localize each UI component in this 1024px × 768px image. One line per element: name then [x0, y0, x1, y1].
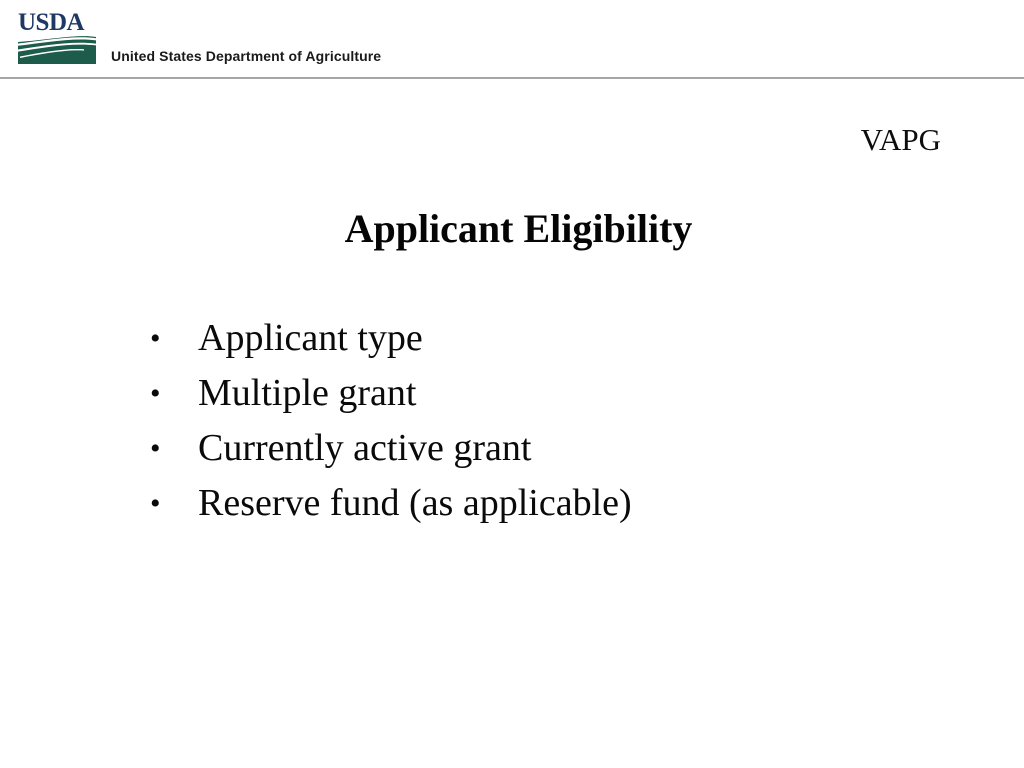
- bullet-marker-icon: •: [150, 377, 161, 410]
- usda-logo: [18, 11, 98, 63]
- bullet-item-label: Applicant type: [198, 317, 423, 359]
- usda-field-swoosh-emblem-icon: [18, 34, 96, 64]
- slide-body: [0, 79, 1024, 768]
- slide-header: [0, 0, 1024, 79]
- bullet-item: [150, 366, 950, 421]
- bullet-item-label: Multiple grant: [198, 372, 417, 414]
- bullet-item-label: Currently active grant: [198, 427, 532, 469]
- usda-wordmark-text: USDA: [18, 9, 85, 36]
- bullet-item: [150, 311, 950, 366]
- bullet-item: [150, 421, 950, 476]
- bullet-marker-icon: •: [150, 487, 161, 520]
- bullet-marker-icon: •: [150, 432, 161, 465]
- program-tag: VAPG: [860, 122, 941, 157]
- bullet-list: [150, 311, 950, 531]
- slide-title: Applicant Eligibility: [344, 206, 693, 251]
- agency-tagline: United States Department of Agriculture: [111, 48, 382, 64]
- bullet-item-label: Reserve fund (as applicable): [198, 482, 632, 524]
- bullet-item: [150, 476, 950, 531]
- bullet-marker-icon: •: [150, 322, 161, 355]
